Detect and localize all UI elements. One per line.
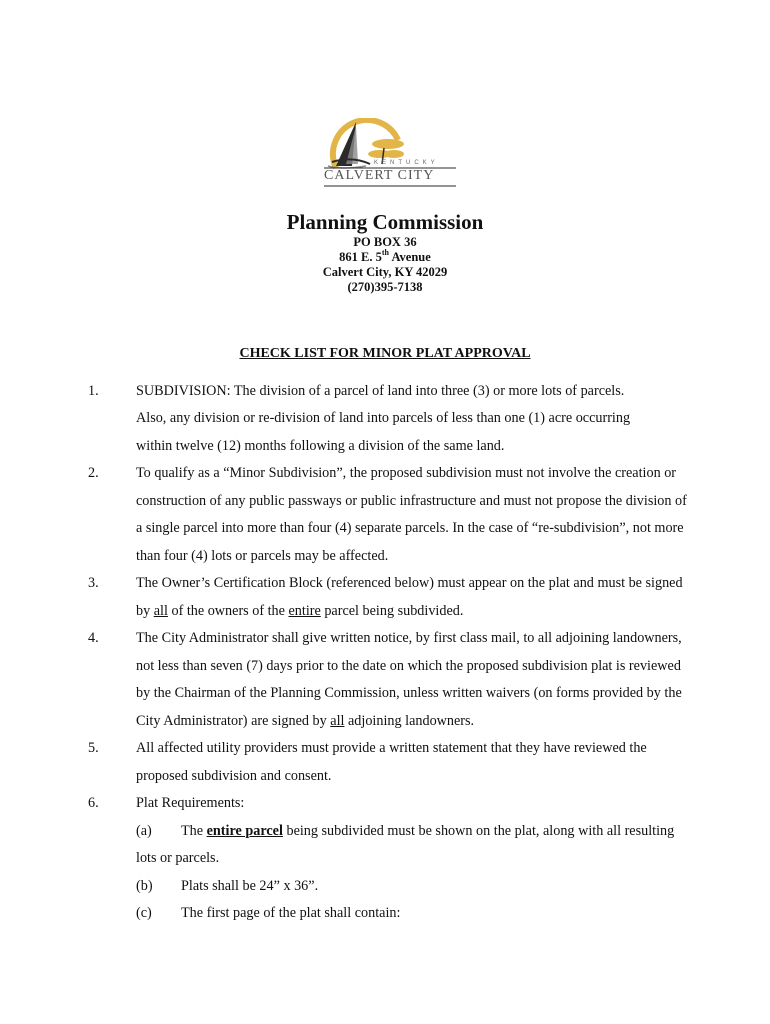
item-text-line: The Owner’s Certification Block (referenced below) must appear on the plat and must be signed (136, 575, 683, 591)
item-text-line: a single parcel into more than four (4) separate parcels. In the case of “re-subdivision”, not more (136, 520, 684, 536)
sub-item-label: (b) (136, 878, 153, 894)
item-text-line: within twelve (12) months following a division of the same land. (136, 438, 505, 454)
item-text-line: proposed subdivision and consent. (136, 768, 332, 784)
item-number: 6. (88, 795, 99, 811)
item-number: 2. (88, 465, 99, 481)
sub-item-text (181, 823, 674, 839)
city-state-zip: Calvert City, KY 42029 (322, 265, 448, 279)
sub-item-label: (c) (136, 905, 152, 921)
text-segment: adjoining landowners. (344, 713, 475, 729)
underlined-text: all (330, 713, 345, 729)
item-number: 1. (88, 383, 99, 399)
street-address (0, 250, 770, 265)
po-box: PO BOX 36 (353, 235, 417, 249)
item-text-line: by the Chairman of the Planning Commission, unless written waivers (on forms provided by the (136, 685, 682, 701)
page-title: Planning Commission (286, 210, 484, 234)
item-number: 3. (88, 575, 99, 591)
sub-item-text: lots or parcels. (136, 850, 220, 866)
address-street: Avenue (389, 250, 431, 264)
item-text-line: SUBDIVISION: The division of a parcel of land into three (3) or more lots of parcels. (136, 383, 625, 399)
item-text-line: not less than seven (7) days prior to the date on which the proposed subdivision plat is reviewed (136, 658, 681, 674)
sub-item-text: The first page of the plat shall contain: (181, 905, 401, 921)
calvert-city-logo (322, 118, 458, 190)
sub-item-text: Plats shall be 24” x 36”. (181, 878, 319, 894)
logo-kentucky-text: KENTUCKY (374, 160, 439, 166)
item-text-line: construction of any public passways or public infrastructure and must not propose the division of (136, 493, 687, 509)
underlined-text: entire (288, 603, 321, 619)
item-text-line: All affected utility providers must provide a written statement that they have reviewed the (136, 740, 647, 756)
item-number: 5. (88, 740, 99, 756)
text-segment: parcel being subdivided. (320, 603, 464, 619)
item-text-line: To qualify as a “Minor Subdivision”, the proposed subdivision must not involve the creation or (136, 465, 677, 481)
item-text-line: Plat Requirements: (136, 795, 245, 811)
item-text-line: The City Administrator shall give written notice, by first class mail, to all adjoining landowners, (136, 630, 682, 646)
address-number: 861 E. 5 (339, 250, 382, 264)
item-text-line (136, 713, 474, 729)
bold-underlined-text: entire parcel (206, 823, 283, 839)
logo-calvert-city-text: CALVERT CITY (324, 168, 435, 183)
sub-item-label: (a) (136, 823, 152, 839)
address-ordinal: th (381, 248, 390, 257)
underlined-text: all (153, 603, 168, 619)
phone-number: (270)395-7138 (347, 280, 423, 294)
checklist-title: CHECK LIST FOR MINOR PLAT APPROVAL (239, 346, 531, 361)
text-segment: being subdivided must be shown on the plat, along with all resulting (282, 823, 675, 839)
text-segment: by (136, 603, 154, 619)
item-text-line: Also, any division or re-division of land into parcels of less than one (1) acre occurring (136, 410, 631, 426)
text-segment: The (181, 823, 207, 839)
text-segment: City Administrator) are signed by (136, 713, 331, 729)
text-segment: of the owners of the (167, 603, 289, 619)
item-text-line (136, 603, 463, 619)
item-text-line: than four (4) lots or parcels may be affected. (136, 548, 389, 564)
item-number: 4. (88, 630, 99, 646)
